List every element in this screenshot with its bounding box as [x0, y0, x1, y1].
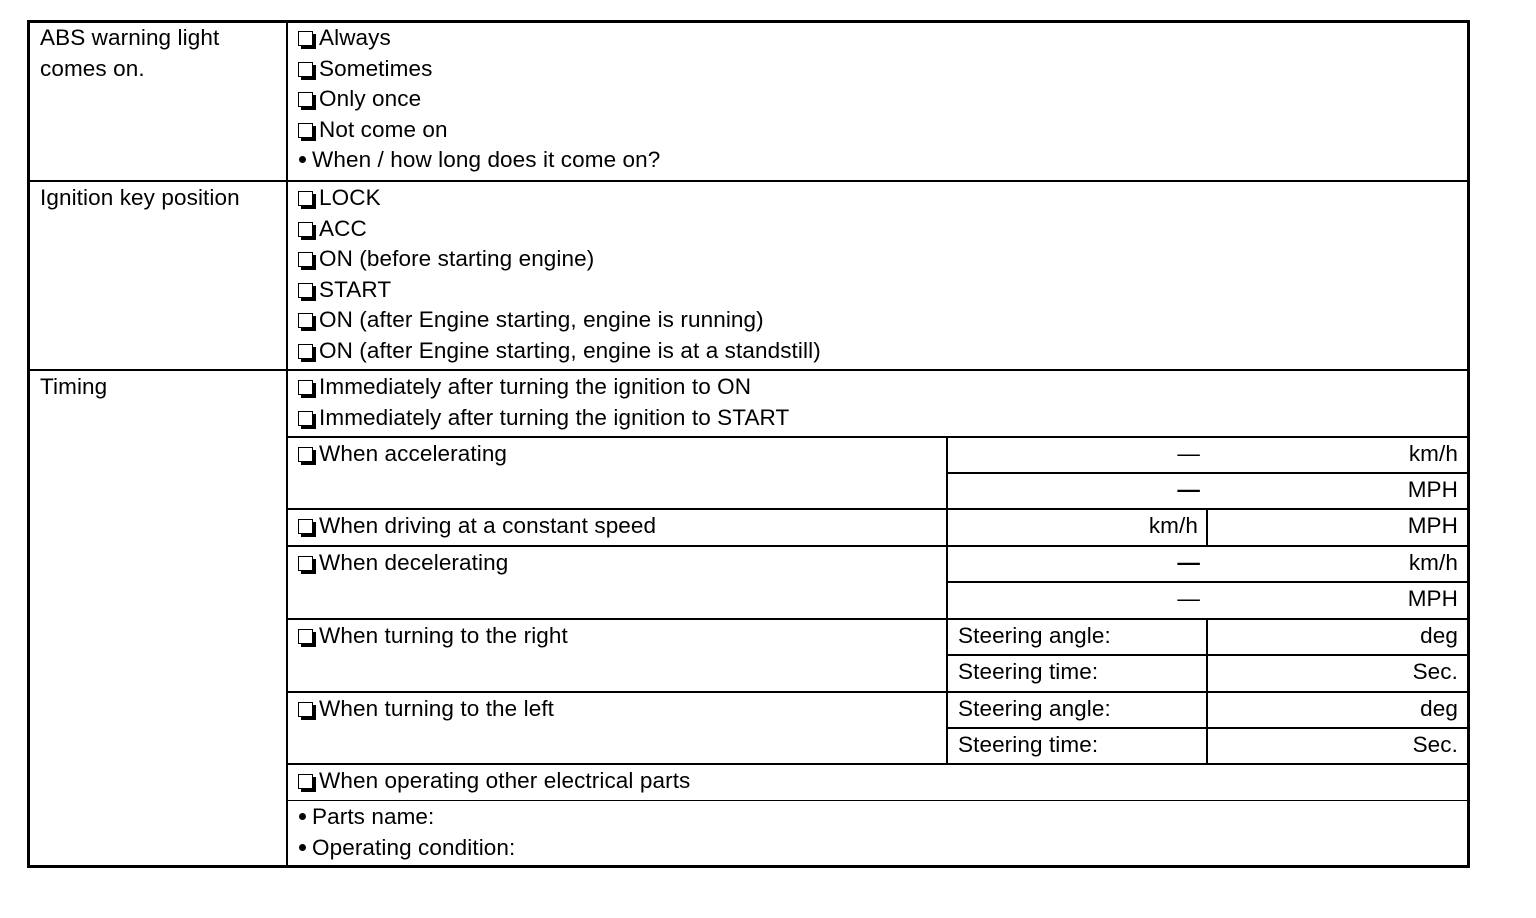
- checkbox-icon[interactable]: [298, 380, 313, 395]
- checkbox-turning-right[interactable]: When turning to the right: [298, 621, 568, 652]
- timing-divider-accel: [286, 508, 1467, 510]
- turning-left-angle-label: Steering angle:: [958, 696, 1111, 721]
- ignition-options: [298, 183, 821, 366]
- timing-divider-accel-mid: [947, 472, 1467, 474]
- checkbox-decelerating[interactable]: When decelerating: [298, 548, 508, 579]
- checkbox-option[interactable]: ON (before starting engine): [298, 244, 821, 275]
- timing-divider-decel: [286, 618, 1467, 620]
- checkbox-icon[interactable]: [298, 447, 313, 462]
- accelerating-unit-kmh: km/h: [1408, 441, 1458, 466]
- turning-left-time-unit: Sec.: [1412, 732, 1458, 757]
- symptom-check-table: [27, 20, 1470, 868]
- checkbox-icon[interactable]: [298, 411, 313, 426]
- checkbox-option[interactable]: ON (after Engine starting, engine is running): [298, 305, 821, 336]
- checkbox-icon[interactable]: [298, 519, 313, 534]
- checkbox-other-electrical[interactable]: When operating other electrical parts: [298, 766, 690, 797]
- checkbox-icon[interactable]: [298, 92, 313, 107]
- checkbox-icon[interactable]: [298, 283, 313, 298]
- checkbox-option[interactable]: Always: [298, 23, 660, 54]
- checkbox-icon[interactable]: [298, 62, 313, 77]
- checkbox-option[interactable]: Sometimes: [298, 54, 660, 85]
- timing-divider-constant: [286, 545, 1467, 547]
- bullet-note: When / how long does it come on?: [298, 145, 660, 176]
- bullet-icon: [299, 813, 306, 820]
- constant-speed-split: [1206, 508, 1208, 545]
- abs-warning-label: ABS warning light comes on.: [40, 25, 220, 81]
- checkbox-icon[interactable]: [298, 222, 313, 237]
- checkbox-option[interactable]: ACC: [298, 214, 821, 245]
- checkbox-option[interactable]: Immediately after turning the ignition to ON: [298, 372, 789, 403]
- constant-speed-unit-kmh: km/h: [1148, 513, 1198, 538]
- ignition-label: Ignition key position: [40, 185, 240, 210]
- checkbox-constant-speed[interactable]: When driving at a constant speed: [298, 511, 656, 542]
- checkbox-icon[interactable]: [298, 344, 313, 359]
- operating-condition-field[interactable]: Operating condition:: [298, 833, 515, 864]
- checkbox-option[interactable]: Immediately after turning the ignition to START: [298, 403, 789, 434]
- timing-divider-other: [286, 800, 1467, 801]
- checkbox-icon[interactable]: [298, 123, 313, 138]
- checkbox-icon[interactable]: [298, 556, 313, 571]
- timing-divider-left: [286, 763, 1467, 765]
- decelerating-unit-mph: MPH: [1407, 586, 1458, 611]
- decelerating-dash-1: —: [1177, 550, 1200, 575]
- checkbox-option[interactable]: START: [298, 275, 821, 306]
- checkbox-option[interactable]: Not come on: [298, 115, 660, 146]
- checkbox-icon[interactable]: [298, 629, 313, 644]
- checkbox-option[interactable]: ON (after Engine starting, engine is at a standstill): [298, 336, 821, 367]
- bullet-icon: [299, 156, 306, 163]
- timing-divider-right: [286, 691, 1467, 693]
- checkbox-option[interactable]: LOCK: [298, 183, 821, 214]
- abs-warning-options: [298, 23, 660, 176]
- checkbox-turning-left[interactable]: When turning to the left: [298, 694, 554, 725]
- checkbox-icon[interactable]: [298, 31, 313, 46]
- checkbox-icon[interactable]: [298, 313, 313, 328]
- parts-details: [298, 802, 515, 863]
- timing-value-column-divider: [946, 436, 948, 764]
- label-column-divider: [286, 23, 288, 865]
- row-divider-ignition: [30, 369, 1467, 371]
- turning-right-angle-unit: deg: [1420, 623, 1458, 648]
- decelerating-dash-2: —: [1177, 586, 1200, 611]
- turning-left-split: [1206, 691, 1208, 764]
- turning-right-angle-label: Steering angle:: [958, 623, 1111, 648]
- checkbox-option[interactable]: Only once: [298, 84, 660, 115]
- turning-left-angle-unit: deg: [1420, 696, 1458, 721]
- checkbox-accelerating[interactable]: When accelerating: [298, 439, 507, 470]
- timing-immediate-options: [298, 372, 789, 433]
- checkbox-icon[interactable]: [298, 252, 313, 267]
- row-divider-abs: [30, 180, 1467, 182]
- constant-speed-unit-mph: MPH: [1407, 513, 1458, 538]
- parts-name-field[interactable]: Parts name:: [298, 802, 515, 833]
- timing-divider-immediate: [286, 436, 1467, 438]
- accelerating-dash-1: —: [1177, 441, 1200, 466]
- timing-divider-decel-mid: [947, 581, 1467, 583]
- checkbox-icon[interactable]: [298, 774, 313, 789]
- decelerating-unit-kmh: km/h: [1408, 550, 1458, 575]
- turning-right-time-unit: Sec.: [1412, 659, 1458, 684]
- checkbox-icon[interactable]: [298, 702, 313, 717]
- turning-right-split: [1206, 618, 1208, 691]
- checkbox-icon[interactable]: [298, 191, 313, 206]
- bullet-icon: [299, 844, 306, 851]
- accelerating-dash-2: —: [1177, 477, 1200, 502]
- accelerating-unit-mph: MPH: [1407, 477, 1458, 502]
- timing-label: Timing: [40, 374, 108, 399]
- turning-right-time-label: Steering time:: [958, 659, 1099, 684]
- turning-left-time-label: Steering time:: [958, 732, 1099, 757]
